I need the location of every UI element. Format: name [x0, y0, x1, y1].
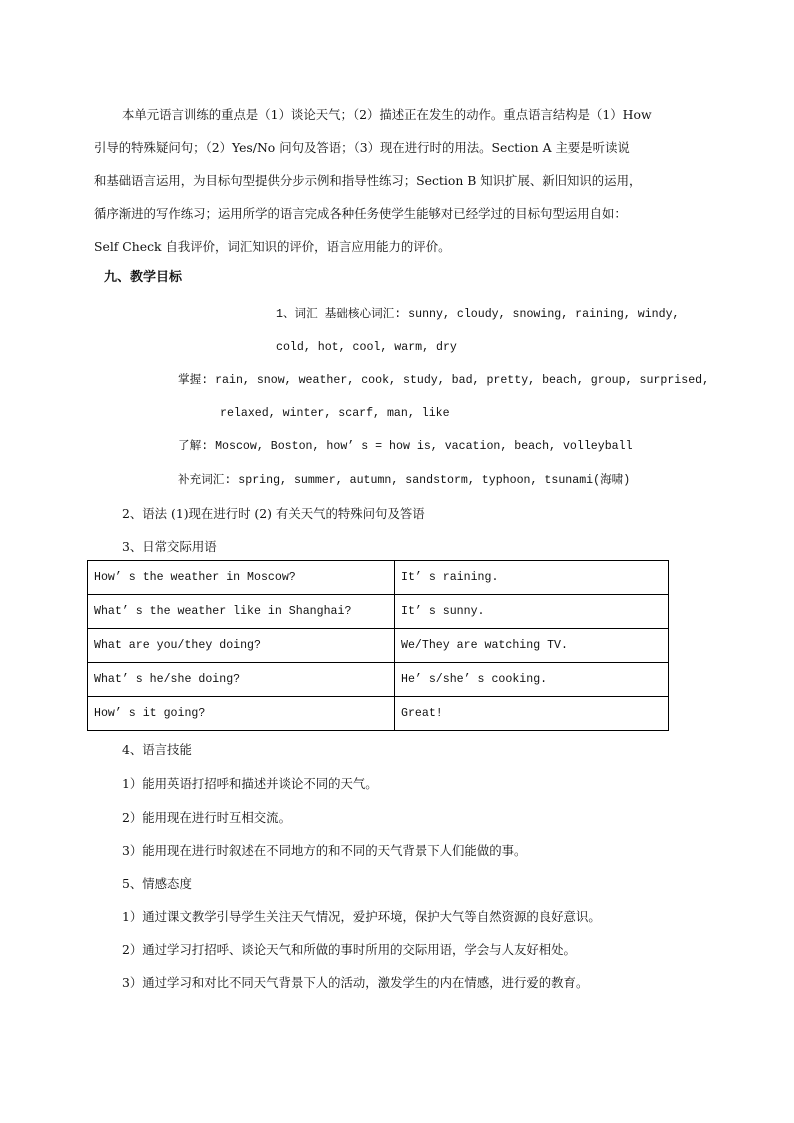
intro-line-4: 循序渐进的写作练习；运用所学的语言完成各种任务使学生能够对已经学过的目标句型运用自如：	[94, 206, 627, 221]
answer-cell: It’ s sunny.	[395, 595, 669, 629]
attitude-title: 5、情感态度	[122, 876, 192, 891]
intro-line-1: 本单元语言训练的重点是（1）谈论天气；（2）描述正在发生的动作。重点语言结构是（1）How	[122, 107, 652, 122]
grammar-line: 2、语法 (1)现在进行时 (2) 有关天气的特殊问句及答语	[122, 506, 425, 521]
question-cell: How’ s it going?	[88, 697, 395, 731]
skills-item-1: 1）能用英语打招呼和描述并谈论不同的天气。	[122, 776, 378, 791]
answer-cell: We/They are watching TV.	[395, 629, 669, 663]
attitude-item-1: 1）通过课文教学引导学生关注天气情况，爱护环境，保护大气等自然资源的良好意识。	[122, 909, 601, 924]
attitude-item-2: 2）通过学习打招呼、谈论天气和所做的事时所用的交际用语，学会与人友好相处。	[122, 942, 576, 957]
skills-item-3: 3）能用现在进行时叙述在不同地方的和不同的天气背景下人们能做的事。	[122, 843, 527, 858]
answer-cell: It’ s raining.	[395, 561, 669, 595]
attitude-item-3: 3）通过学习和对比不同天气背景下人的活动，激发学生的内在情感，进行爱的教育。	[122, 975, 589, 990]
intro-line-5: Self Check 自我评价，词汇知识的评价，语言应用能力的评价。	[94, 239, 451, 254]
phrases-title: 3、日常交际用语	[122, 539, 217, 554]
question-cell: What’ s he/she doing?	[88, 663, 395, 697]
skills-title: 4、语言技能	[122, 742, 192, 757]
question-cell: What’ s the weather like in Shanghai?	[88, 595, 395, 629]
skills-item-2: 2）能用现在进行时互相交流。	[122, 810, 291, 825]
question-cell: How’ s the weather in Moscow?	[88, 561, 395, 595]
table-row	[88, 663, 669, 697]
vocab-extra-line: 补充词汇: spring, summer, autumn, sandstorm, typhoon, tsunami(海啸)	[178, 474, 631, 487]
vocab-master-line-2: relaxed, winter, scarf, man, like	[220, 407, 450, 420]
question-cell: What are you/they doing?	[88, 629, 395, 663]
table-row	[88, 561, 669, 595]
vocab-know-line: 了解: Moscow, Boston, how’ s = how is, vacation, beach, volleyball	[178, 440, 633, 453]
intro-line-2: 引导的特殊疑问句；（2）Yes/No 问句及答语；（3）现在进行时的用法。Section A 主要是听读说	[94, 140, 630, 155]
answer-cell: He’ s/she’ s cooking.	[395, 663, 669, 697]
answer-cell: Great!	[395, 697, 669, 731]
vocab-core-line-2: cold, hot, cool, warm, dry	[276, 341, 457, 354]
dialogue-table	[87, 560, 669, 731]
table-row	[88, 629, 669, 663]
vocab-master-line-1: 掌握: rain, snow, weather, cook, study, bad, pretty, beach, group, surprised,	[178, 374, 710, 387]
intro-line-3: 和基础语言运用，为目标句型提供分步示例和指导性练习；Section B 知识扩展、新旧知识的运用，	[94, 173, 642, 188]
section-title: 九、教学目标	[104, 270, 183, 285]
table-row	[88, 697, 669, 731]
vocab-core-line-1: 1、词汇 基础核心词汇: sunny, cloudy, snowing, raining, windy,	[276, 308, 680, 321]
table-row	[88, 595, 669, 629]
